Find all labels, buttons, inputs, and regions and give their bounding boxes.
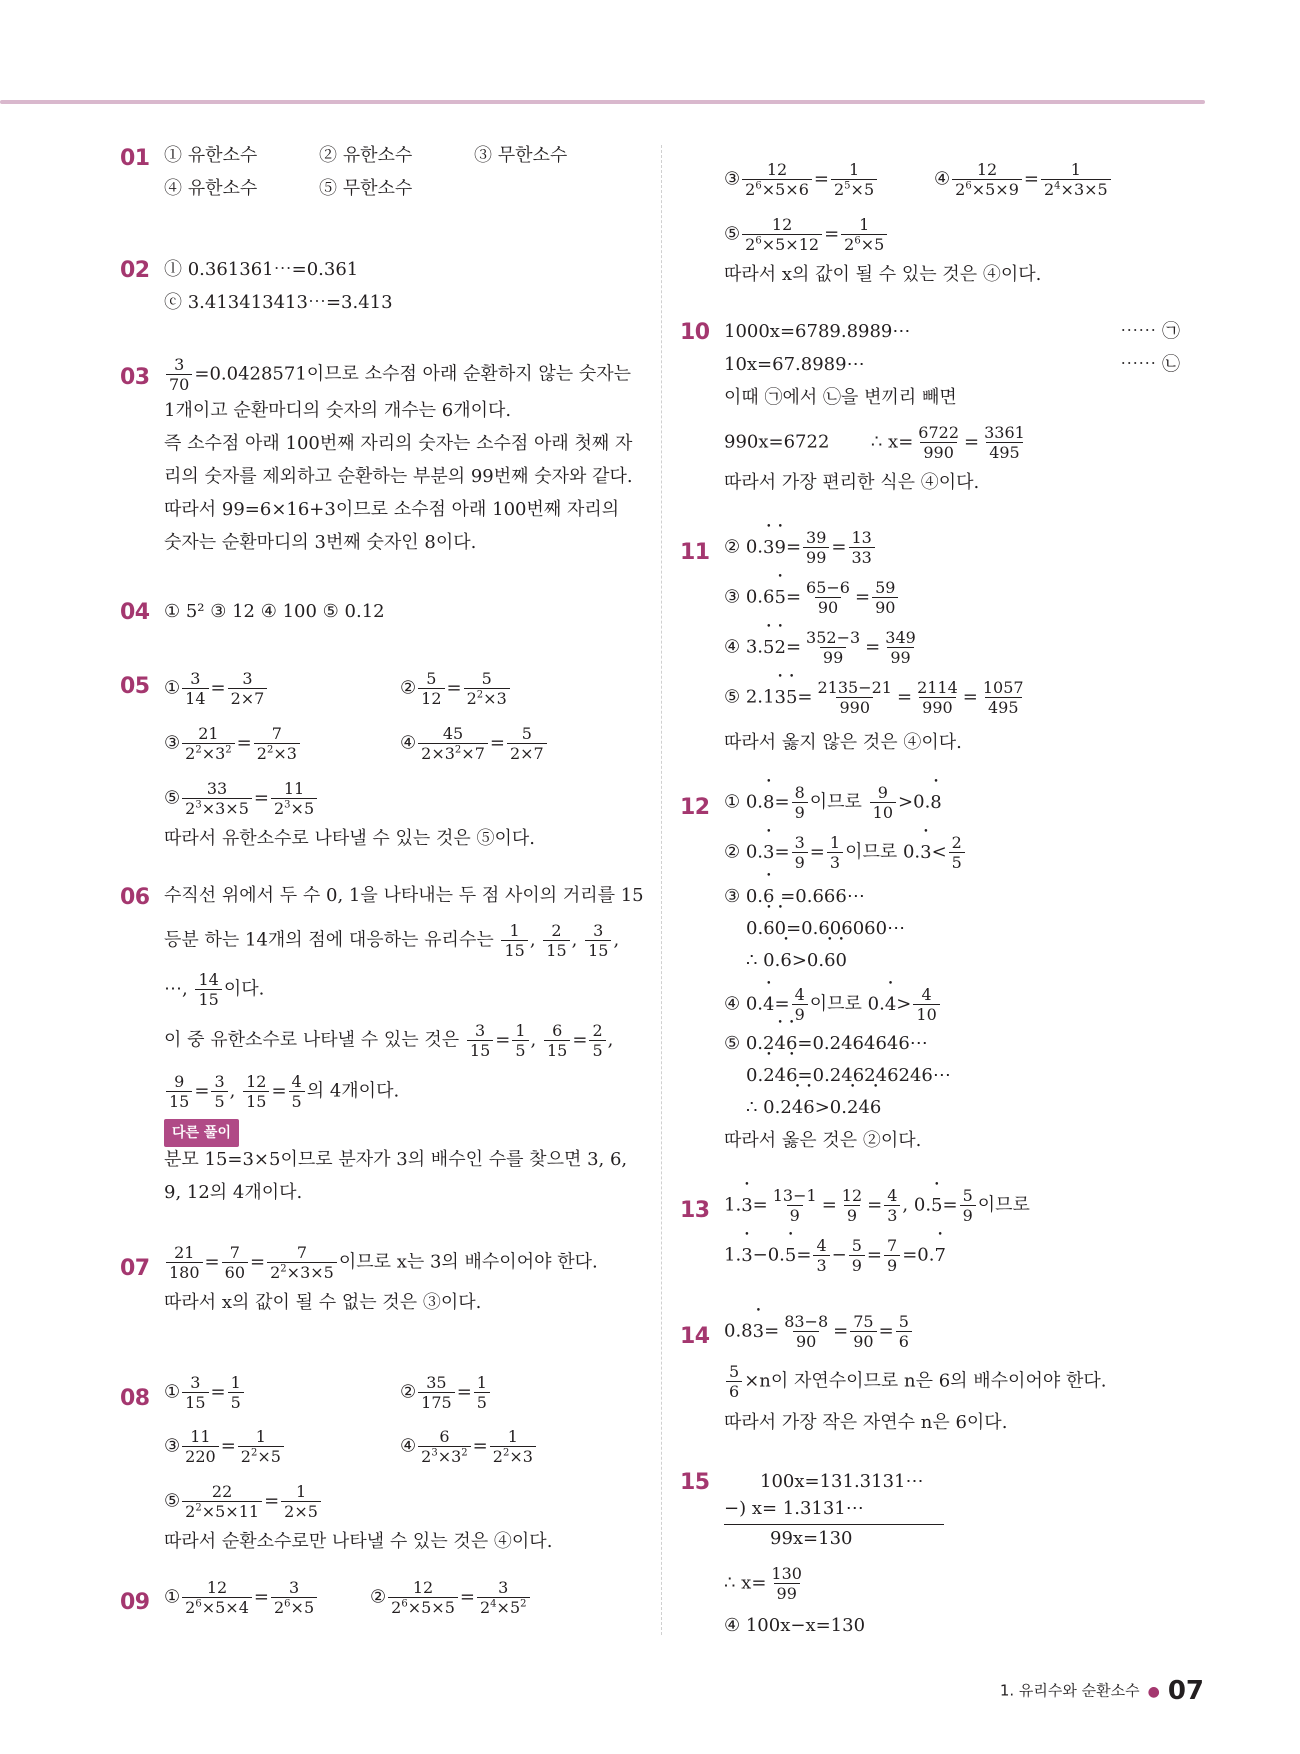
- expression-line: ③ $\frac{12}{2^6\times 5\times 6}$ = $\frac{1}{2^5\times 5}$: [724, 160, 879, 199]
- solution-text: 이 중 유한소수로 나타낼 수 있는 것은: [164, 1029, 460, 1051]
- expression-line: ③ 0.• 6 =0.666⋯: [724, 884, 865, 910]
- expression-line: ③ 0.6• 5= $\frac{65-6}{90}$ = $\frac{59}{90}$: [724, 578, 900, 617]
- solution-line: $\frac{21}{180}$ = $\frac{7}{60}$ = $\frac{7}{2^2\times 3\times 5}$ 이므로 x는 3의 배수이어야 한다.: [164, 1243, 598, 1282]
- solution-text: ×n이 자연수이므로 n은 6의 배수이어야 한다.: [744, 1370, 1107, 1392]
- header-rule: [0, 100, 1205, 104]
- solution-line: 따라서 99=6×16+3이므로 소수점 아래 100번째 자리의: [164, 499, 620, 520]
- expression-line: ④ $\frac{45}{2\times 3^2\times 7}$ = $\frac{5}{2\times 7}$: [400, 724, 549, 763]
- expression-line: ⑤ $\frac{33}{2^3\times 3\times 5}$ = $\frac{11}{2^3\times 5}$: [164, 779, 319, 818]
- expression-line: ⑤ 0.2• 4• 6=0.2464646⋯: [724, 1031, 928, 1057]
- subtraction-rule: [724, 1524, 944, 1525]
- solution-line: 즉 소수점 아래 100번째 자리의 숫자는 소수점 아래 첫째 자: [164, 433, 633, 454]
- expression-line: ④ $\frac{6}{2^3\times 3^2}$ = $\frac{1}{2^2\times 3}$: [400, 1427, 538, 1466]
- equation-text: ∴ x=: [870, 431, 914, 453]
- equation-line: 99x=130: [770, 1528, 853, 1549]
- problem-number: 15: [680, 1470, 710, 1495]
- equation-marker: ⋯⋯ ㉡: [1120, 354, 1180, 375]
- conclusion: 따라서 가장 작은 자연수 n은 6이다.: [724, 1412, 1008, 1433]
- equation-line: 10x=67.8989⋯: [724, 354, 865, 375]
- equation-line: ④ 100x−x=130: [724, 1615, 866, 1636]
- option-2: ② 유한소수: [319, 145, 413, 166]
- answer-line: [164, 143, 567, 169]
- solution-line: 등분 하는 14개의 점에 대응하는 유리수는 $\frac{1}{15}$ , $\frac{2}{15}$ , $\frac{3}{15}$ ,: [164, 921, 620, 960]
- solution-line: 숫자는 순환마디의 3번째 숫자인 8이다.: [164, 532, 477, 553]
- expression-line: 1.• 3= $\frac{13-1}{9}$ = $\frac{12}{9}$ = $\frac{4}{3}$ , 0.• 5= $\frac{5}{9}$ 이므로: [724, 1186, 1030, 1225]
- expression-line: 0.• 24• 6=0.246246246⋯: [746, 1063, 951, 1089]
- expression-line: ② 0.• 3= $\frac{3}{9}$ = $\frac{1}{3}$ 이므로 0.• 3< $\frac{2}{5}$: [724, 833, 967, 872]
- solution-text: =0.0428571이므로 소수점 아래 순환하지 않는 숫자는: [194, 363, 631, 385]
- chapter-title: 1. 유리수와 순환소수: [999, 1681, 1140, 1700]
- problem-number: 13: [680, 1198, 710, 1223]
- solution-line: 1개이고 순환마디의 숫자의 개수는 6개이다.: [164, 400, 512, 421]
- conclusion: 따라서 x의 값이 될 수 없는 것은 ③이다.: [164, 1292, 482, 1313]
- expression-line: ⑤ $\frac{12}{2^6\times 5\times 12}$ = $\frac{1}{2^6\times 5}$: [724, 215, 889, 254]
- equation-line: −) x= 1.3131⋯: [724, 1498, 864, 1519]
- problem-number: 04: [120, 600, 150, 625]
- expression-line: ④ 3.• 5• 2= $\frac{352-3}{99}$ = $\frac{349}{99}$: [724, 628, 921, 667]
- answer-line: ⓛ 0.361361⋯=0.361: [164, 259, 359, 280]
- bullet-icon: ●: [1147, 1683, 1160, 1700]
- conclusion: 따라서 유한소수로 나타낼 수 있는 것은 ⑤이다.: [164, 828, 536, 849]
- problem-number: 08: [120, 1386, 150, 1411]
- expression-line: ① $\frac{3}{14}$ = $\frac{3}{2\times 7}$: [164, 669, 269, 708]
- problem-number: 02: [120, 258, 150, 283]
- option-5: ⑤ 무한소수: [319, 178, 413, 199]
- expression-line: ③ $\frac{11}{220}$ = $\frac{1}{2^2\times 5}$: [164, 1427, 286, 1466]
- conclusion: 따라서 가장 편리한 식은 ④이다.: [724, 472, 980, 493]
- expression-line: ① $\frac{12}{2^6\times 5\times 4}$ = $\frac{3}{2^6\times 5}$: [164, 1578, 319, 1617]
- conclusion: 따라서 x의 값이 될 수 있는 것은 ④이다.: [724, 264, 1042, 285]
- conclusion: 따라서 순환소수로만 나타낼 수 있는 것은 ④이다.: [164, 1531, 553, 1552]
- equation-text: ∴ x=: [724, 1572, 767, 1594]
- solution-text: 이므로: [977, 1194, 1030, 1216]
- solution-line: $\frac{9}{15}$ = $\frac{3}{5}$ , $\frac{12}{15}$ = $\frac{4}{5}$ 의 4개이다.: [164, 1072, 399, 1111]
- solution-line: 분모 15=3×5이므로 분자가 3의 배수인 수를 찾으면 3, 6,: [164, 1149, 628, 1170]
- expression-line: ④ $\frac{12}{2^6\times 5\times 9}$ = $\frac{1}{2^4\times 3\times 5}$: [934, 160, 1113, 199]
- expression-line: ① $\frac{3}{15}$ = $\frac{1}{5}$: [164, 1373, 246, 1412]
- problem-number: 12: [680, 795, 710, 820]
- option-1: ① 유한소수: [164, 145, 258, 166]
- problem-number: 09: [120, 1590, 150, 1615]
- solution-line: 수직선 위에서 두 수 0, 1을 나타내는 두 점 사이의 거리를 15: [164, 885, 644, 906]
- expression-line: ⑤ $\frac{22}{2^2\times 5\times 11}$ = $\frac{1}{2\times 5}$: [164, 1482, 323, 1521]
- problem-number: 07: [120, 1256, 150, 1281]
- solution-line: 990x=6722 ∴ x= $\frac{6722}{990}$ = $\frac{3361}{495}$: [724, 423, 1025, 462]
- column-divider: [661, 145, 662, 1635]
- page-footer: [1000, 1676, 1204, 1706]
- expression-line: ∴ 0.2• 4• 6>0.• 24• 6: [746, 1095, 881, 1121]
- expression-line: 0.8• 3= $\frac{83-8}{90}$ = $\frac{75}{90}$ = $\frac{5}{6}$: [724, 1312, 914, 1351]
- equation-marker: ⋯⋯ ㉠: [1120, 321, 1180, 342]
- expression-line: ③ $\frac{21}{2^2\times 3^2}$ = $\frac{7}{2^2\times 3}$: [164, 724, 302, 763]
- expression-line: ② $\frac{12}{2^6\times 5\times 5}$ = $\frac{3}{2^4\times 5^2}$: [370, 1578, 532, 1617]
- problem-number: 03: [120, 365, 150, 390]
- expression-line: ① 0.• 8= $\frac{8}{9}$ 이므로 $\frac{9}{10}$ >0.• 8: [724, 783, 942, 822]
- problem-number: 10: [680, 320, 710, 345]
- conclusion: 따라서 옳지 않은 것은 ④이다.: [724, 732, 962, 753]
- answer-line: ⓒ 3.413413413⋯=3.413: [164, 292, 393, 313]
- problem-number: 05: [120, 674, 150, 699]
- problem-number: 06: [120, 885, 150, 910]
- expression-line: 0.• 6• 0=0.606060⋯: [746, 916, 905, 942]
- option-3: ③ 무한소수: [474, 145, 568, 166]
- alt-solution-badge: 다른 풀이: [164, 1119, 239, 1147]
- solution-line: 이때 ㉠에서 ㉡을 변끼리 빼면: [724, 387, 957, 408]
- problem-number: 11: [680, 540, 710, 565]
- alt-solution-badge-line: [164, 1119, 239, 1147]
- answer-line: [164, 176, 412, 202]
- fraction: $\frac{3}{70}$: [166, 355, 192, 394]
- solution-text: 의 4개이다.: [306, 1080, 400, 1102]
- solution-line: [164, 355, 631, 394]
- conclusion: 따라서 옳은 것은 ②이다.: [724, 1130, 922, 1151]
- problem-number: 14: [680, 1324, 710, 1349]
- solution-line: 9, 12의 4개이다.: [164, 1182, 303, 1203]
- solution-line: 리의 숫자를 제외하고 순환하는 부분의 99번째 숫자와 같다.: [164, 466, 633, 487]
- equation-text: 990x=6722: [724, 431, 830, 453]
- solution-line: $\frac{5}{6}$ ×n이 자연수이므로 n은 6의 배수이어야 한다.: [724, 1362, 1106, 1401]
- expression-line: ② 0.• 3• 9= $\frac{39}{99}$ = $\frac{13}{33}$: [724, 528, 877, 567]
- solution-text: 이므로 x는 3의 배수이어야 한다.: [338, 1251, 598, 1273]
- page-number: 07: [1167, 1676, 1204, 1706]
- expression-line: ⑤ 2.1• 3• 5= $\frac{2135-21}{990}$ = $\frac{2114}{990}$ = $\frac{1057}{495}$: [724, 678, 1029, 717]
- expression-line: ∴ 0.• 6>0.• 6• 0: [746, 948, 847, 974]
- expression-line: ④ 0.• 4= $\frac{4}{9}$ 이므로 0.• 4> $\frac{4}{10}$: [724, 985, 942, 1024]
- equation-line: 100x=131.3131⋯: [760, 1471, 924, 1492]
- equation-line: 1000x=6789.8989⋯: [724, 321, 911, 342]
- expression-line: ② $\frac{5}{12}$ = $\frac{5}{2^2\times 3}$: [400, 669, 512, 708]
- solution-text: 등분 하는 14개의 점에 대응하는 유리수는: [164, 929, 494, 951]
- solution-line: 이 중 유한소수로 나타낼 수 있는 것은 $\frac{3}{15}$ = $\frac{1}{5}$ , $\frac{6}{15}$ = $\frac{2}{5}$ ,: [164, 1021, 614, 1060]
- problem-number: 01: [120, 146, 150, 171]
- solution-text: 이다.: [223, 978, 265, 1000]
- equation-line: ∴ x= $\frac{130}{99}$: [724, 1564, 802, 1603]
- answer-line: ① 5² ③ 12 ④ 100 ⑤ 0.12: [164, 601, 385, 622]
- solution-line: ⋯, $\frac{14}{15}$ 이다.: [164, 970, 265, 1009]
- option-4: ④ 유한소수: [164, 178, 258, 199]
- expression-line: 1.• 3−0.• 5= $\frac{4}{3}$ − $\frac{5}{9}$ = $\frac{7}{9}$ =0.• 7: [724, 1236, 946, 1275]
- expression-line: ② $\frac{35}{175}$ = $\frac{1}{5}$: [400, 1373, 492, 1412]
